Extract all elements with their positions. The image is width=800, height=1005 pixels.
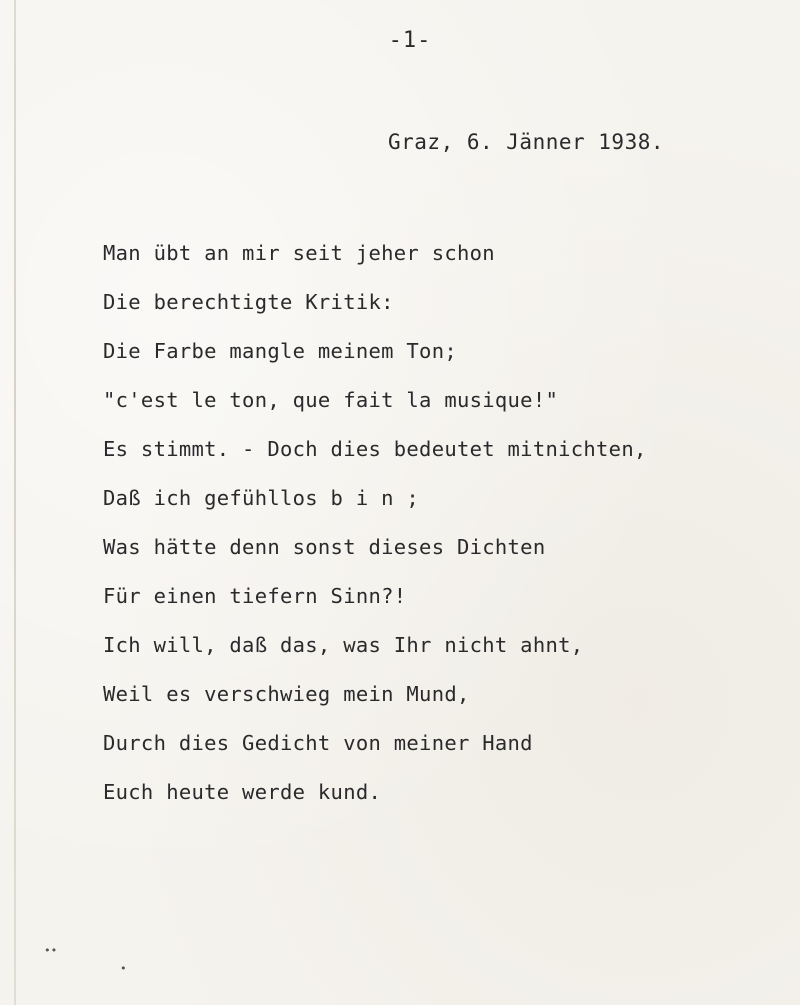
poem-line: Für einen tiefern Sinn?! bbox=[103, 584, 407, 608]
poem-line: Es stimmt. - Doch dies bedeutet mitnichten, bbox=[103, 437, 647, 461]
dateline: Graz, 6. Jänner 1938. bbox=[388, 130, 665, 154]
bleed-through-decoration bbox=[690, 240, 800, 828]
ink-speck: • bbox=[120, 962, 127, 975]
poem-line: Man übt an mir seit jeher schon bbox=[103, 241, 495, 265]
poem-line: Die Farbe mangle meinem Ton; bbox=[103, 339, 457, 363]
poem-line: Durch dies Gedicht von meiner Hand bbox=[103, 731, 533, 755]
paper-left-edge bbox=[14, 0, 16, 1005]
poem-line: Was hätte denn sonst dieses Dichten bbox=[103, 535, 546, 559]
poem-line: Die berechtigte Kritik: bbox=[103, 290, 394, 314]
poem-line: Euch heute werde kund. bbox=[103, 780, 382, 804]
poem-line: Daß ich gefühllos b i n ; bbox=[103, 486, 420, 510]
page-number: -1- bbox=[388, 28, 432, 53]
poem bbox=[103, 238, 647, 826]
poem-line: "c'est le ton, que fait la musique!" bbox=[103, 388, 559, 412]
poem-line: Ich will, daß das, was Ihr nicht ahnt, bbox=[103, 633, 584, 657]
ink-speck: •• bbox=[44, 944, 58, 957]
poem-line: Weil es verschwieg mein Mund, bbox=[103, 682, 470, 706]
